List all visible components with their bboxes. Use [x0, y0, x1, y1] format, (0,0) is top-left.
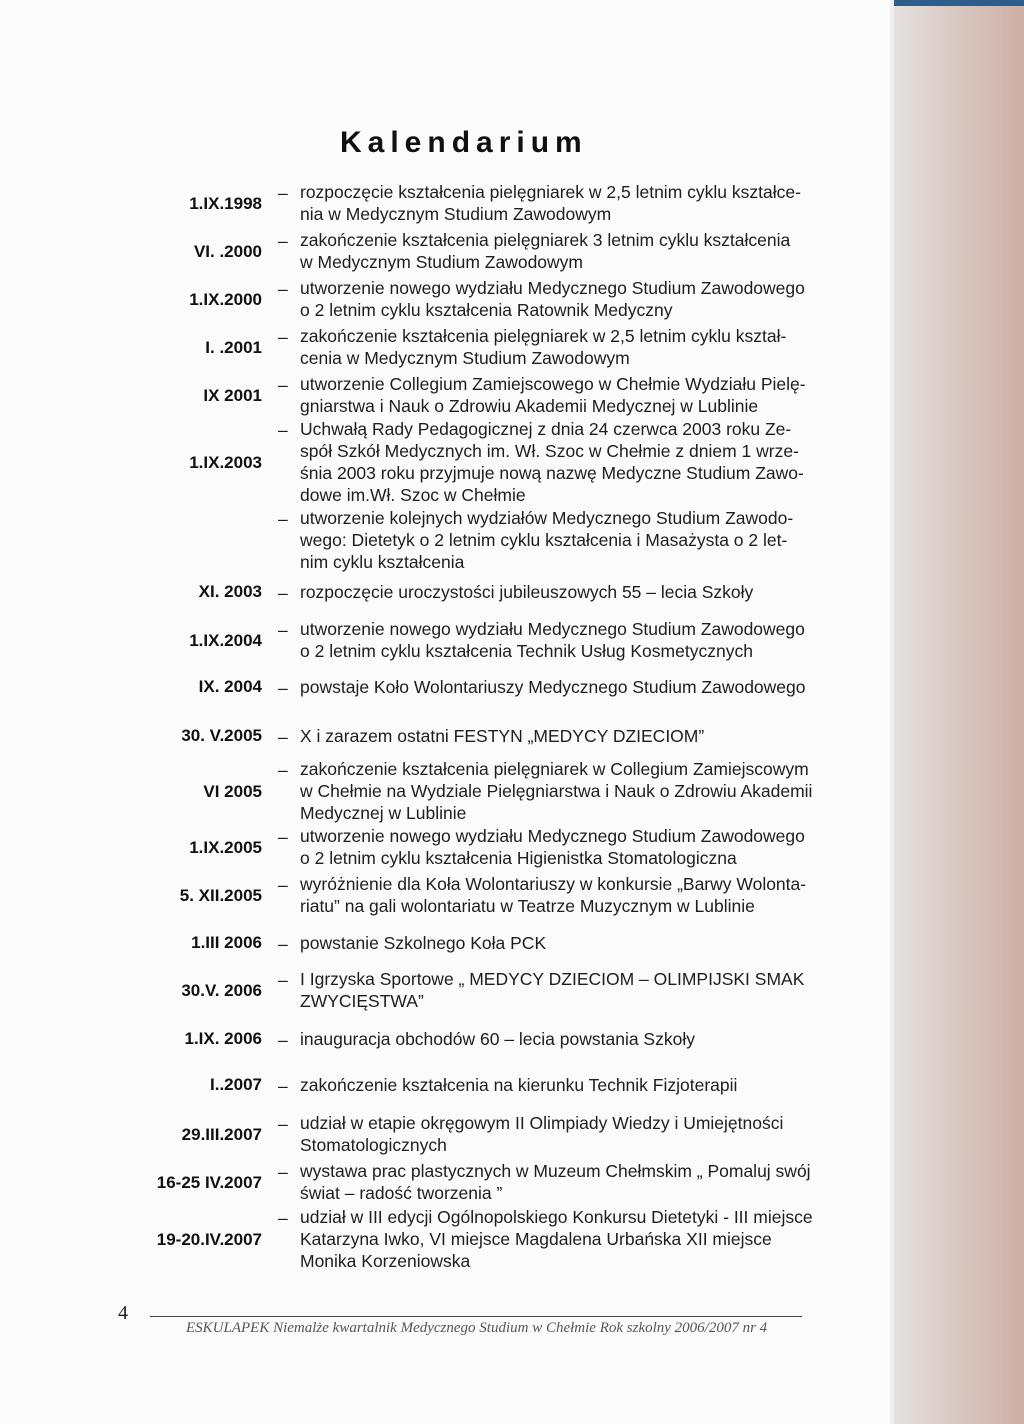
- entry-dash: –: [278, 183, 288, 203]
- entry-text: rozpoczęcie kształcenia pielęgniarek w 2,5 letnim cyklu kształce- nia w Medycznym Studium Zawodowym: [300, 182, 801, 224]
- entry-date: 1.IX.1998: [189, 194, 262, 213]
- entry-date: 16-25 IV.2007: [156, 1173, 262, 1192]
- page-edge-right: [892, 0, 1024, 1424]
- entry-text: powstaje Koło Wolontariuszy Medycznego Studium Zawodowego: [300, 677, 806, 697]
- entry-date: 1.IX.2004: [189, 631, 262, 650]
- entry-text: zakończenie kształcenia pielęgniarek w Collegium Zamiejscowym w Chełmie na Wydziale Pielęgniarstwa i Nauk o Zdrowiu Akademii Medycznej w Lublinie: [300, 759, 813, 823]
- entry-dash: –: [278, 827, 288, 847]
- entry-dash: –: [278, 509, 288, 529]
- entry-text: utworzenie nowego wydziału Medycznego Studium Zawodowego o 2 letnim cyklu kształcenia Higienistka Stomatologiczna: [300, 826, 805, 868]
- footer-text: ESKULAPEK Niemalże kwartalnik Medycznego Studium w Chełmie Rok szkolny 2006/2007 nr 4: [186, 1320, 768, 1336]
- entry-dash: –: [278, 727, 288, 747]
- entry-date: 1.IX.2003: [189, 453, 262, 472]
- entry-text: powstanie Szkolnego Koła PCK: [300, 933, 547, 953]
- entry-dash: –: [278, 620, 288, 640]
- entry-dash: –: [278, 375, 288, 395]
- page-title: Kalendarium: [340, 126, 588, 159]
- entry-date: I..2007: [210, 1075, 262, 1094]
- entry-dash: –: [278, 231, 288, 251]
- entry-dash: –: [278, 1030, 288, 1050]
- entry-date: 1.IX.2000: [189, 290, 262, 309]
- entry-text: zakończenie kształcenia pielęgniarek w 2,5 letnim cyklu kształ- cenia w Medycznym Studium Zawodowym: [300, 326, 787, 368]
- entry-date: 19-20.IV.2007: [156, 1230, 262, 1249]
- entry-date: IX. 2004: [198, 677, 262, 696]
- entry-date: 30.V. 2006: [181, 981, 262, 1000]
- entry-date: 1.III 2006: [191, 933, 262, 952]
- entry-dash: –: [278, 583, 288, 603]
- entry-text: udział w etapie okręgowym II Olimpiady Wiedzy i Umiejętności Stomatologicznych: [300, 1113, 784, 1155]
- entry-dash: –: [278, 279, 288, 299]
- top-edge-stripe: [894, 0, 1024, 6]
- entry-dash: –: [278, 678, 288, 698]
- entry-text: inauguracja obchodów 60 – lecia powstania Szkoły: [300, 1029, 695, 1049]
- entry-dash: –: [278, 934, 288, 954]
- entry-dash: –: [278, 420, 288, 440]
- entry-date: VI. .2000: [193, 242, 262, 261]
- entry-dash: –: [278, 1162, 288, 1182]
- entry-dash: –: [278, 1114, 288, 1134]
- entry-date: 30. V.2005: [181, 726, 262, 745]
- footer-rule: [150, 1316, 802, 1317]
- entry-dash: –: [278, 1208, 288, 1228]
- entry-date: XI. 2003: [198, 582, 262, 601]
- entry-dash: –: [278, 760, 288, 780]
- entry-text: Uchwałą Rady Pedagogicznej z dnia 24 czerwca 2003 roku Ze- spół Szkół Medycznych im. Wł. Szoc w Chełmie z dniem 1 wrze- śnia 2003 roku przyjmuje nową nazwę Medyczne Studium Zawo- dowe im.Wł. Szoc w Chełmie: [300, 419, 804, 505]
- entry-date: 5. XII.2005: [179, 886, 262, 905]
- entry-dash: –: [278, 875, 288, 895]
- entry-text: wyróżnienie dla Koła Wolontariuszy w konkursie „Barwy Wolonta- riatu” na gali wolontariatu w Teatrze Muzycznym w Lublinie: [300, 874, 807, 916]
- entry-text: rozpoczęcie uroczystości jubileuszowych 55 – lecia Szkoły: [300, 582, 754, 602]
- entry-text: zakończenie kształcenia na kierunku Technik Fizjoterapii: [300, 1075, 738, 1095]
- entry-text: utworzenie nowego wydziału Medycznego Studium Zawodowego o 2 letnim cyklu kształcenia Ratownik Medyczny: [300, 278, 805, 320]
- entry-text: wystawa prac plastycznych w Muzeum Chełmskim „ Pomaluj swój świat – radość tworzenia ”: [300, 1161, 811, 1203]
- page-fold-edge: [890, 0, 894, 1424]
- entry-dash: –: [278, 327, 288, 347]
- entry-text: zakończenie kształcenia pielęgniarek 3 letnim cyklu kształcenia w Medycznym Studium Zawodowym: [300, 230, 791, 272]
- entry-date: I. .2001: [205, 338, 262, 357]
- entry-text: utworzenie nowego wydziału Medycznego Studium Zawodowego o 2 letnim cyklu kształcenia Technik Usług Kosmetycznych: [300, 619, 805, 661]
- page-number: 4: [118, 1302, 128, 1324]
- entry-date: 29.III.2007: [181, 1125, 262, 1144]
- entry-text: utworzenie kolejnych wydziałów Medycznego Studium Zawodo- wego: Dietetyk o 2 letnim cyklu kształcenia i Masażysta o 2 let- nim cyklu kształcenia: [300, 508, 794, 572]
- entry-date: VI 2005: [203, 782, 262, 801]
- entry-text: X i zarazem ostatni FESTYN „MEDYCY DZIECIOM”: [300, 726, 705, 746]
- entry-dash: –: [278, 1076, 288, 1096]
- entry-date: 1.IX. 2006: [184, 1029, 262, 1048]
- entry-text: I Igrzyska Sportowe „ MEDYCY DZIECIOM – OLIMPIJSKI SMAK ZWYCIĘSTWA”: [300, 969, 805, 1011]
- entry-text: utworzenie Collegium Zamiejscowego w Chełmie Wydziału Pielę- gniarstwa i Nauk o Zdrowiu Akademii Medycznej w Lublinie: [300, 374, 806, 416]
- entry-date: 1.IX.2005: [189, 838, 262, 857]
- entry-text: udział w III edycji Ogólnopolskiego Konkursu Dietetyki - III miejsce Katarzyna Iwko, VI miejsce Magdalena Urbańska XII miejsce Monika Korzeniowska: [300, 1207, 813, 1271]
- entry-date: IX 2001: [203, 386, 262, 405]
- entry-dash: –: [278, 970, 288, 990]
